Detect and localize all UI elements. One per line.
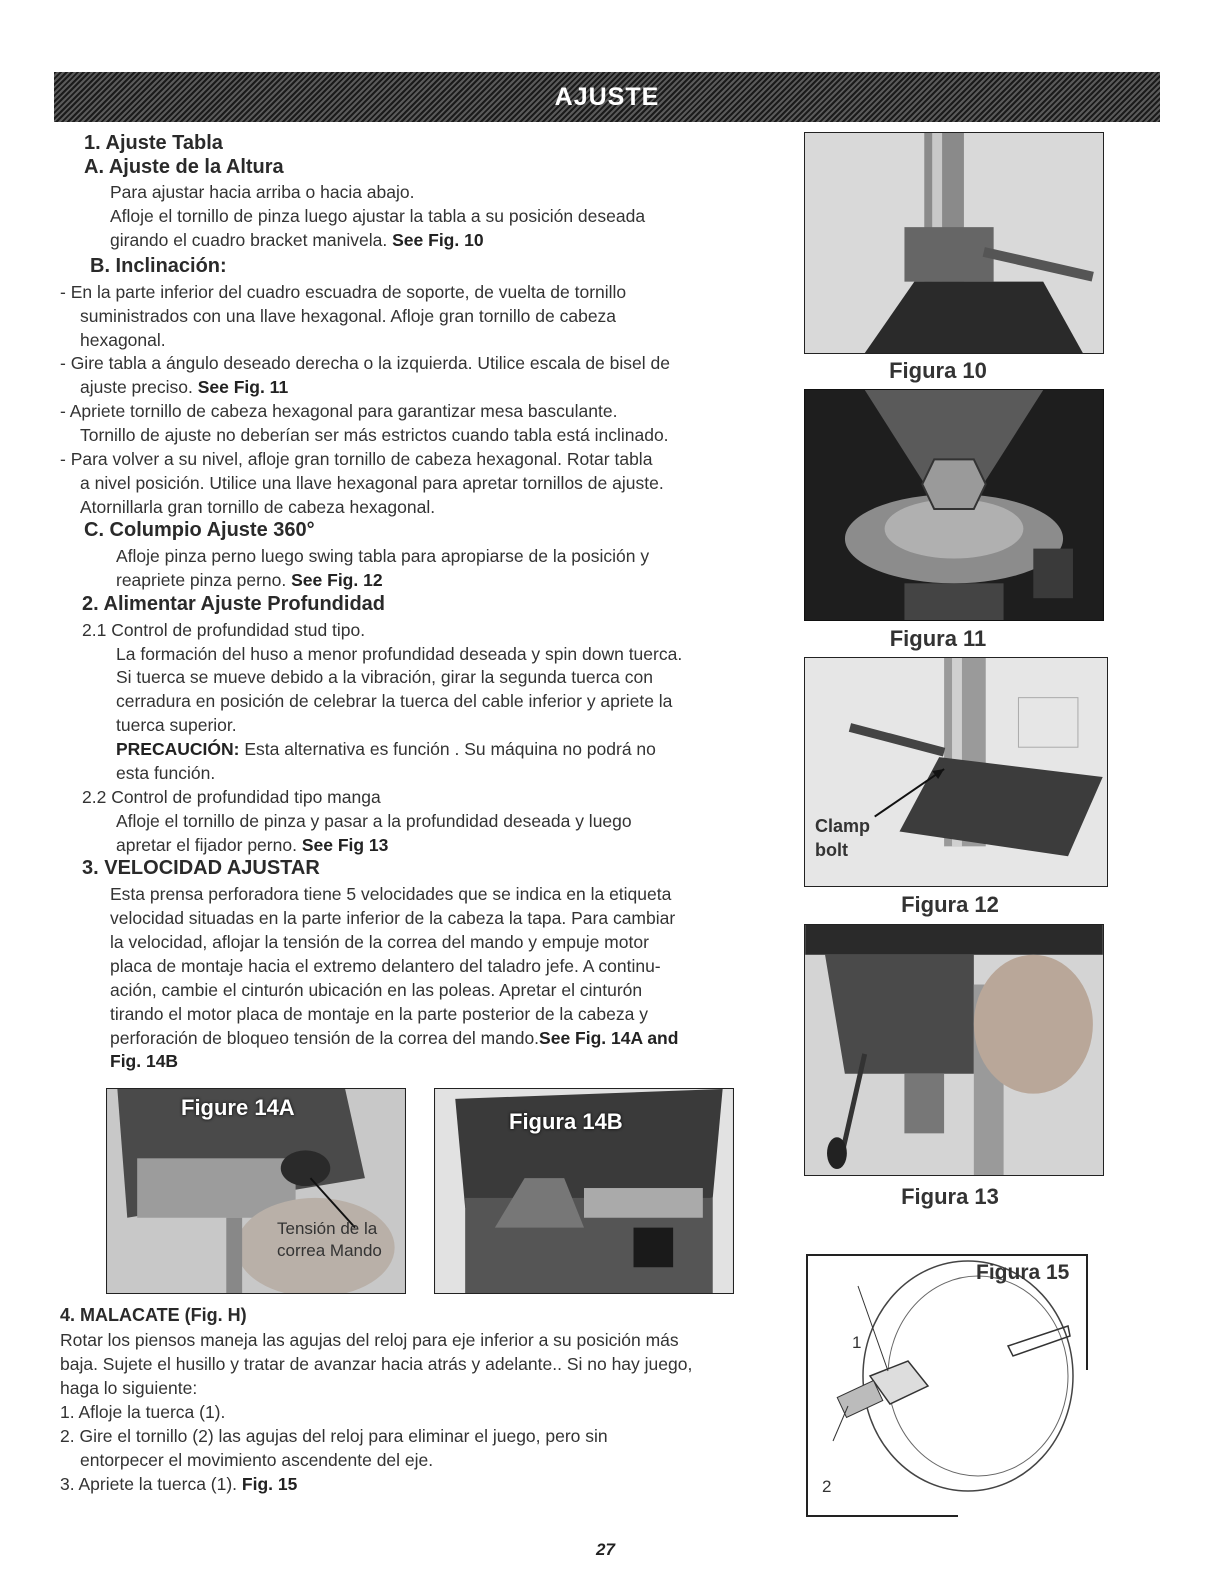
text-line: Afloje pinza perno luego swing tabla para apropiarse de la posición y <box>116 546 650 566</box>
text-line: - Para volver a su nivel, afloje gran tornillo de cabeza hexagonal. Rotar tabla <box>60 449 653 469</box>
text-line: 2. Gire el tornillo (2) las agujas del reloj para eliminar el juego, pero sin <box>60 1426 608 1446</box>
heading-b: B. Inclinación: <box>90 255 227 277</box>
text-line: placa de montaje hacia el extremo delantero del taladro jefe. A continu- <box>110 956 661 976</box>
clamp-label: Clamp <box>815 816 871 836</box>
page-number: 27 <box>596 1540 615 1559</box>
figure-14b-photo <box>434 1088 734 1294</box>
figure-13-caption: Figura 13 <box>901 1184 999 1209</box>
text-line: Afloje el tornillo de pinza luego ajustar la tabla a su posición deseada <box>110 206 646 226</box>
heading-1: 1. Ajuste Tabla <box>84 132 223 154</box>
text-line: - En la parte inferior del cuadro escuadra de soporte, de vuelta de tornillo <box>60 282 627 302</box>
label-1: 1 <box>852 1333 862 1352</box>
text-span: 3. Apriete la tuerca (1). <box>60 1474 238 1494</box>
quill-nut-icon <box>808 1256 1086 1514</box>
text-line: 2.2 Control de profundidad tipo manga <box>82 787 381 807</box>
text-line: velocidad situadas en la parte inferior de la cabeza la tapa. Para cambiar <box>110 908 676 928</box>
text-line <box>80 376 288 398</box>
bevel-bolt-icon <box>805 390 1103 620</box>
text-line: Para ajustar hacia arriba o hacia abajo. <box>110 182 415 202</box>
heading-3: 3. VELOCIDAD AJUSTAR <box>82 857 320 879</box>
depth-stop-icon <box>805 925 1103 1175</box>
figure-13-photo <box>804 924 1104 1176</box>
text-line: - Apriete tornillo de cabeza hexagonal para garantizar mesa basculante. <box>60 401 618 421</box>
bolt-label: bolt <box>815 840 848 860</box>
text-line: hexagonal. <box>80 330 166 350</box>
figure-ref: See Fig. 10 <box>392 230 484 250</box>
figure-14b-title: Figura 14B <box>509 1109 623 1134</box>
text-line: 2.1 Control de profundidad stud tipo. <box>82 620 366 640</box>
caution-label: PRECAUCIÓN: <box>116 739 240 759</box>
page-title: AJUSTE <box>554 82 660 111</box>
text-line: Atornillarla gran tornillo de cabeza hexagonal. <box>80 497 436 517</box>
figure-ref: See Fig. 12 <box>291 570 383 590</box>
divider <box>806 1515 958 1517</box>
text-line: 1. Afloje la tuerca (1). <box>60 1402 226 1422</box>
drill-press-table-icon <box>805 133 1103 353</box>
text-line <box>110 1027 678 1049</box>
text-line: esta función. <box>116 763 216 783</box>
figure-ref: Fig. 15 <box>241 1474 298 1494</box>
text-span: Esta alternativa es función . Su máquina no podrá no <box>244 739 656 759</box>
text-line: ación, cambie el cinturón ubicación en las poleas. Apretar el cinturón <box>110 980 643 1000</box>
heading-4: 4. MALACATE (Fig. H) <box>60 1305 247 1325</box>
text-line: a nivel posición. Utilice una llave hexagonal para apretar tornillos de ajuste. <box>80 473 664 493</box>
heading-a: A. Ajuste de la Altura <box>84 156 284 178</box>
text-span: girando el cuadro bracket manivela. <box>110 230 388 250</box>
figure-10-photo <box>804 132 1104 354</box>
text-line: baja. Sujete el husillo y tratar de avanzar hacia atrás y adelante.. Si no hay juego, <box>60 1354 693 1374</box>
text-line: haga lo siguiente: <box>60 1378 198 1398</box>
text-line <box>60 1473 297 1495</box>
clamp-bolt-icon <box>805 658 1107 886</box>
text-line: La formación del huso a menor profundidad deseada y spin down tuerca. <box>116 644 683 664</box>
text-line: tirando el motor placa de montaje en la parte posterior de la cabeza y <box>110 1004 648 1024</box>
text-line: Tornillo de ajuste no deberían ser más estrictos cuando tabla está inclinado. <box>80 425 669 445</box>
figure-ref: Fig. 14B <box>110 1051 179 1071</box>
text-line: la velocidad, aflojar la tensión de la correa del mando y empuje motor <box>110 932 649 952</box>
heading-c: C. Columpio Ajuste 360° <box>84 519 315 541</box>
text-line <box>116 834 388 856</box>
figure-15-caption: Figura 15 <box>976 1261 1070 1284</box>
text-line: Esta prensa perforadora tiene 5 velocidades que se indica en la etiqueta <box>110 884 672 904</box>
tension-label-1: Tensión de la <box>277 1219 378 1238</box>
figure-12-caption: Figura 12 <box>901 892 999 917</box>
heading-2: 2. Alimentar Ajuste Profundidad <box>82 593 385 615</box>
text-line <box>116 569 383 591</box>
text-line: cerradura en posición de celebrar la tuerca del cable inferior y apriete la <box>116 691 673 711</box>
text-line: Si tuerca se mueve debido a la vibración, girar la segunda tuerca con <box>116 667 653 687</box>
text-line: suministrados con una llave hexagonal. Afloje gran tornillo de cabeza <box>80 306 617 326</box>
text-line: tuerca superior. <box>116 715 237 735</box>
figure-14a-title: Figure 14A <box>181 1095 295 1120</box>
figure-12-photo <box>804 657 1108 887</box>
figure-ref: See Fig. 14A and <box>539 1028 679 1048</box>
tension-label-2: correa Mando <box>277 1241 382 1260</box>
label-2: 2 <box>822 1477 832 1496</box>
text-span: perforación de bloqueo tensión de la correa del mando. <box>110 1028 540 1048</box>
text-line: Rotar los piensos maneja las agujas del reloj para eje inferior a su posición más <box>60 1330 679 1350</box>
figure-14a-photo <box>106 1088 406 1294</box>
figure-ref: See Fig. 11 <box>197 377 289 397</box>
figure-10-caption: Figura 10 <box>889 358 987 383</box>
divider <box>1086 1254 1088 1370</box>
text-span: ajuste preciso. <box>80 377 193 397</box>
text-line <box>110 229 484 251</box>
text-span: apretar el fijador perno. <box>116 835 297 855</box>
text-line: entorpecer el movimiento ascendente del eje. <box>80 1450 434 1470</box>
text-line: Afloje el tornillo de pinza y pasar a la profundidad deseada y luego <box>116 811 632 831</box>
text-span: reapriete pinza perno. <box>116 570 287 590</box>
figure-11-photo <box>804 389 1104 621</box>
figure-11-caption: Figura 11 <box>889 626 987 651</box>
figure-ref: See Fig 13 <box>301 835 389 855</box>
text-line: - Gire tabla a ángulo deseado derecha o la izquierda. Utilice escala de bisel de <box>60 353 670 373</box>
caution-line <box>116 738 656 760</box>
section-banner <box>54 72 1160 122</box>
